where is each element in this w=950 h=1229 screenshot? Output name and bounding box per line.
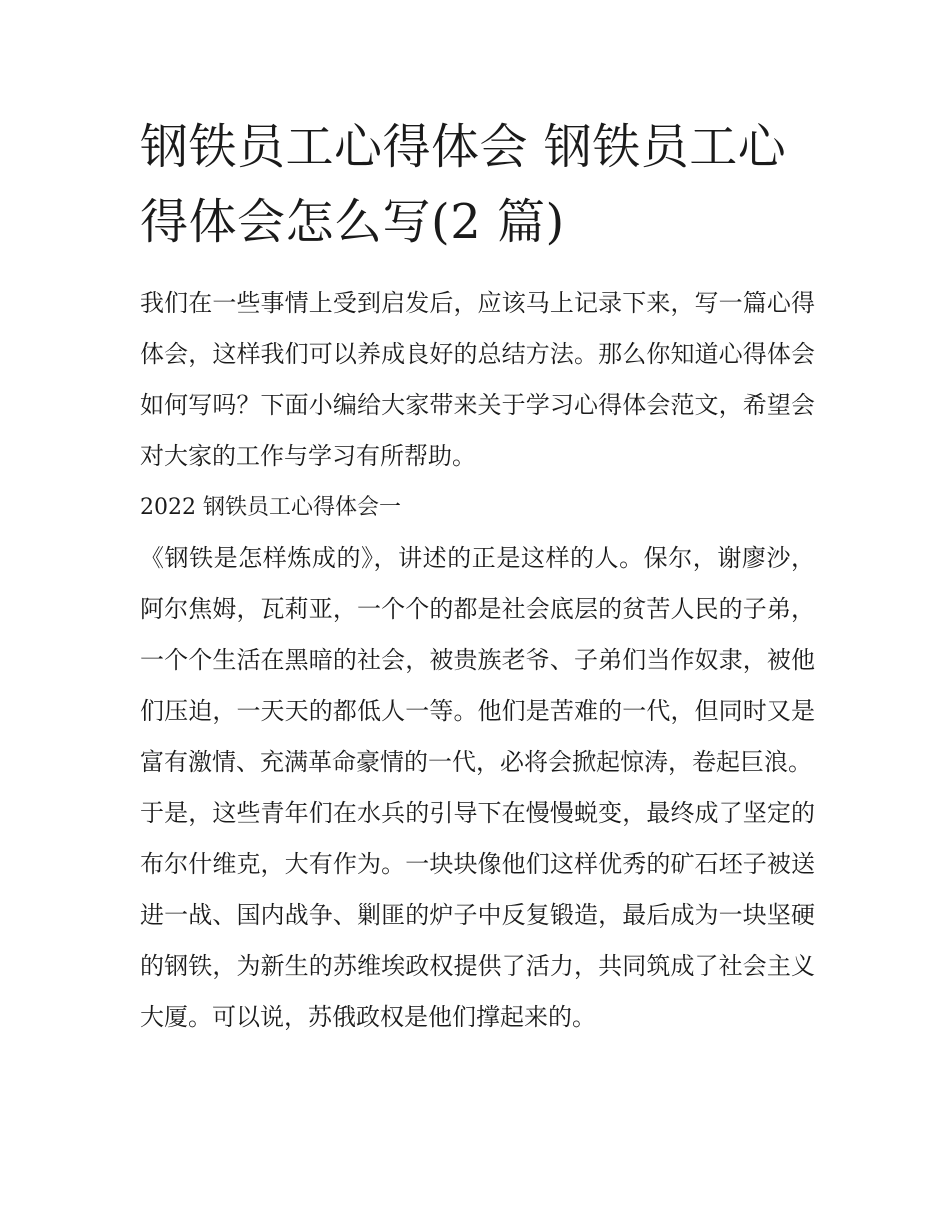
section-heading: 2022 钢铁员工心得体会一 [140,495,401,520]
body-paragraph-1: 《钢铁是怎样炼成的》，讲述的正是这样的人。保尔，谢廖沙，阿尔焦姆，瓦莉亚，一个个的都是社会底层的贫苦人民的子弟，一个个生活在黑暗的社会，被贵族老爷、子弟们当作奴隶，被他们压迫，一天天的都低人一等。他们是苦难的一代，但同时又是富有激情、充满革命豪情的一代，必将会掀起惊涛，卷起巨浪。 [140,544,815,776]
document-body [140,110,815,1043]
body-paragraph-2: 于是，这些青年们在水兵的引导下在慢慢蜕变，最终成了坚定的布尔什维克，大有作为。一块块像他们这样优秀的矿石坯子被送进一战、国内战争、剿匪的炉子中反复锻造，最后成为一块坚硬的钢铁，为新生的苏维埃政权提供了活力，共同筑成了社会主义大厦。可以说，苏俄政权是他们撑起来的。 [140,799,815,1031]
intro-paragraph: 我们在一些事情上受到启发后，应该马上记录下来，写一篇心得体会，这样我们可以养成良好的总结方法。那么你知道心得体会如何写吗？下面小编给大家带来关于学习心得体会范文，希望会对大家的工作与学习有所帮助。 [140,289,815,470]
document-title: 钢铁员工心得体会 钢铁员工心得体会怎么写(2 篇) [140,119,787,250]
